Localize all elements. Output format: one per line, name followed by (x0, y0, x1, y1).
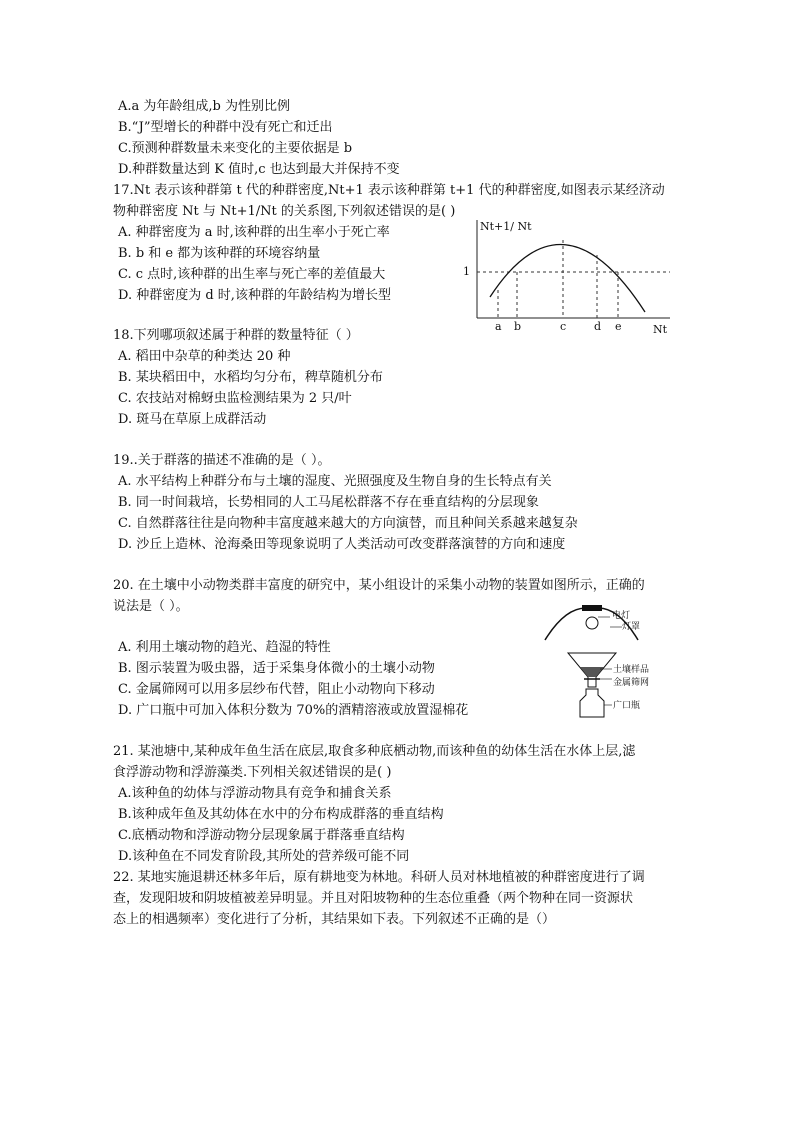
label-soil-sample: 土壤样品 (613, 665, 650, 675)
q21-option-a: A.该种鱼的幼体与浮游动物具有竞争和捕食关系 (118, 786, 392, 801)
q21-stem-line-2: 食浮游动物和浮游藻类.下列相关叙述错误的是( ) (113, 765, 392, 780)
q17-stem-line-1: 17.Nt 表示该种群第 t 代的种群密度,Nt+1 表示该种群第 t+1 代的种群密度,如图表示某经济动 (113, 183, 665, 198)
q17-option-d: D. 种群密度为 d 时,该种群的年龄结构为增长型 (118, 288, 391, 303)
q20-option-c: C. 金属筛网可以用多层纱布代替，阻止小动物向下移动 (118, 682, 435, 697)
x-tick-a: a (495, 320, 502, 333)
q18-option-b: B. 某块稻田中，水稻均匀分布，稗草随机分布 (118, 370, 383, 385)
q22-stem-line-3: 态上的相遇频率）变化进行了分析，其结果如下表。下列叙述不正确的是（） (113, 912, 556, 927)
q20-option-a: A. 利用土壤动物的趋光、趋湿的特性 (118, 640, 331, 655)
label-metal-mesh: 金属筛网 (613, 678, 650, 688)
wide-mouth-bottle (580, 689, 604, 717)
y-tick-1: 1 (463, 265, 470, 278)
q17-option-c: C. c 点时,该种群的出生率与死亡率的差值最大 (118, 267, 386, 282)
y-axis-label: Nt+1/ Nt (480, 220, 532, 233)
q19-stem: 19..关于群落的描述不准确的是（ ）。 (113, 453, 331, 468)
label-lamp: 电灯 (612, 611, 631, 621)
light-bulb (586, 617, 598, 629)
q19-option-c: C. 自然群落往往是向物种丰富度越来越大的方向演替，而且种间关系越来越复杂 (118, 516, 578, 531)
q21-option-c: C.底栖动物和浮游动物分层现象属于群落垂直结构 (118, 828, 405, 843)
x-tick-d: d (594, 320, 602, 333)
q18-stem: 18.下列哪项叙述属于种群的数量特征（ ） (113, 328, 359, 343)
q16-option-c: C.预测种群数量未来变化的主要依据是 b (118, 141, 353, 156)
q21-option-d: D.该种鱼在不同发育阶段,其所处的营养级可能不同 (118, 849, 410, 864)
q20-stem-line-1: 20. 在土壤中小动物类群丰富度的研究中，某小组设计的采集小动物的装置如图所示，正确的 (113, 578, 645, 593)
q18-option-a: A. 稻田中杂草的种类达 20 种 (118, 349, 291, 364)
q21-stem-line-1: 21. 某池塘中,某种成年鱼生活在底层,取食多种底栖动物,而该种鱼的幼体生活在水体上层,滤 (113, 744, 636, 759)
q18-option-c: C. 农技站对棉蚜虫监检测结果为 2 只/叶 (118, 391, 352, 406)
x-tick-b: b (514, 320, 522, 333)
curve (490, 245, 645, 312)
q17-option-a: A. 种群密度为 a 时,该种群的出生率小于死亡率 (118, 225, 390, 240)
q19-option-a: A. 水平结构上种群分布与土壤的湿度、光照强度及生物自身的生长特点有关 (118, 474, 552, 489)
q22-stem-line-1: 22. 某地实施退耕还林多年后，原有耕地变为林地。科研人员对林地植被的种群密度进行了调 (113, 870, 645, 885)
lamp-cap (582, 605, 602, 611)
q17-stem-line-2: 物种群密度 Nt 与 Nt+1/Nt 的关系图,下列叙述错误的是( ) (113, 204, 456, 219)
q21-option-b: B.该种成年鱼及其幼体在水中的分布构成群落的垂直结构 (118, 807, 444, 822)
label-bottle: 广口瓶 (613, 701, 641, 711)
q19-option-d: D. 沙丘上造林、沧海桑田等现象说明了人类活动可改变群落演替的方向和速度 (118, 537, 566, 552)
q16-option-d: D.种群数量达到 K 值时,c 也达到最大并保持不变 (118, 162, 400, 177)
q20-option-d: D. 广口瓶中可加入体积分数为 70%的酒精溶液或放置湿棉花 (118, 703, 469, 718)
q19-option-b: B. 同一时间栽培，长势相同的人工马尾松群落不存在垂直结构的分层现象 (118, 495, 539, 510)
q20-option-b: B. 图示装置为吸虫器，适于采集身体微小的土壤小动物 (118, 661, 435, 676)
label-shade: 灯罩 (622, 622, 641, 632)
q16-option-b: B.“J”型增长的种群中没有死亡和迁出 (118, 120, 333, 135)
x-tick-e: e (615, 320, 622, 333)
x-axis-label: Nt (653, 323, 668, 336)
q16-option-a: A.a 为年龄组成,b 为性别比例 (118, 99, 290, 114)
q18-option-d: D. 斑马在草原上成群活动 (118, 412, 267, 427)
q17-chart (455, 215, 685, 340)
q17-option-b: B. b 和 e 都为该种群的环境容纳量 (118, 246, 321, 261)
q22-stem-line-2: 查，发现阳坡和阴坡植被差异明显。并且对阳坡物种的生态位重叠（两个物种在同一资源状 (113, 891, 634, 906)
q20-stem-line-2: 说法是（ ）。 (113, 599, 189, 614)
x-tick-c: c (560, 320, 567, 333)
